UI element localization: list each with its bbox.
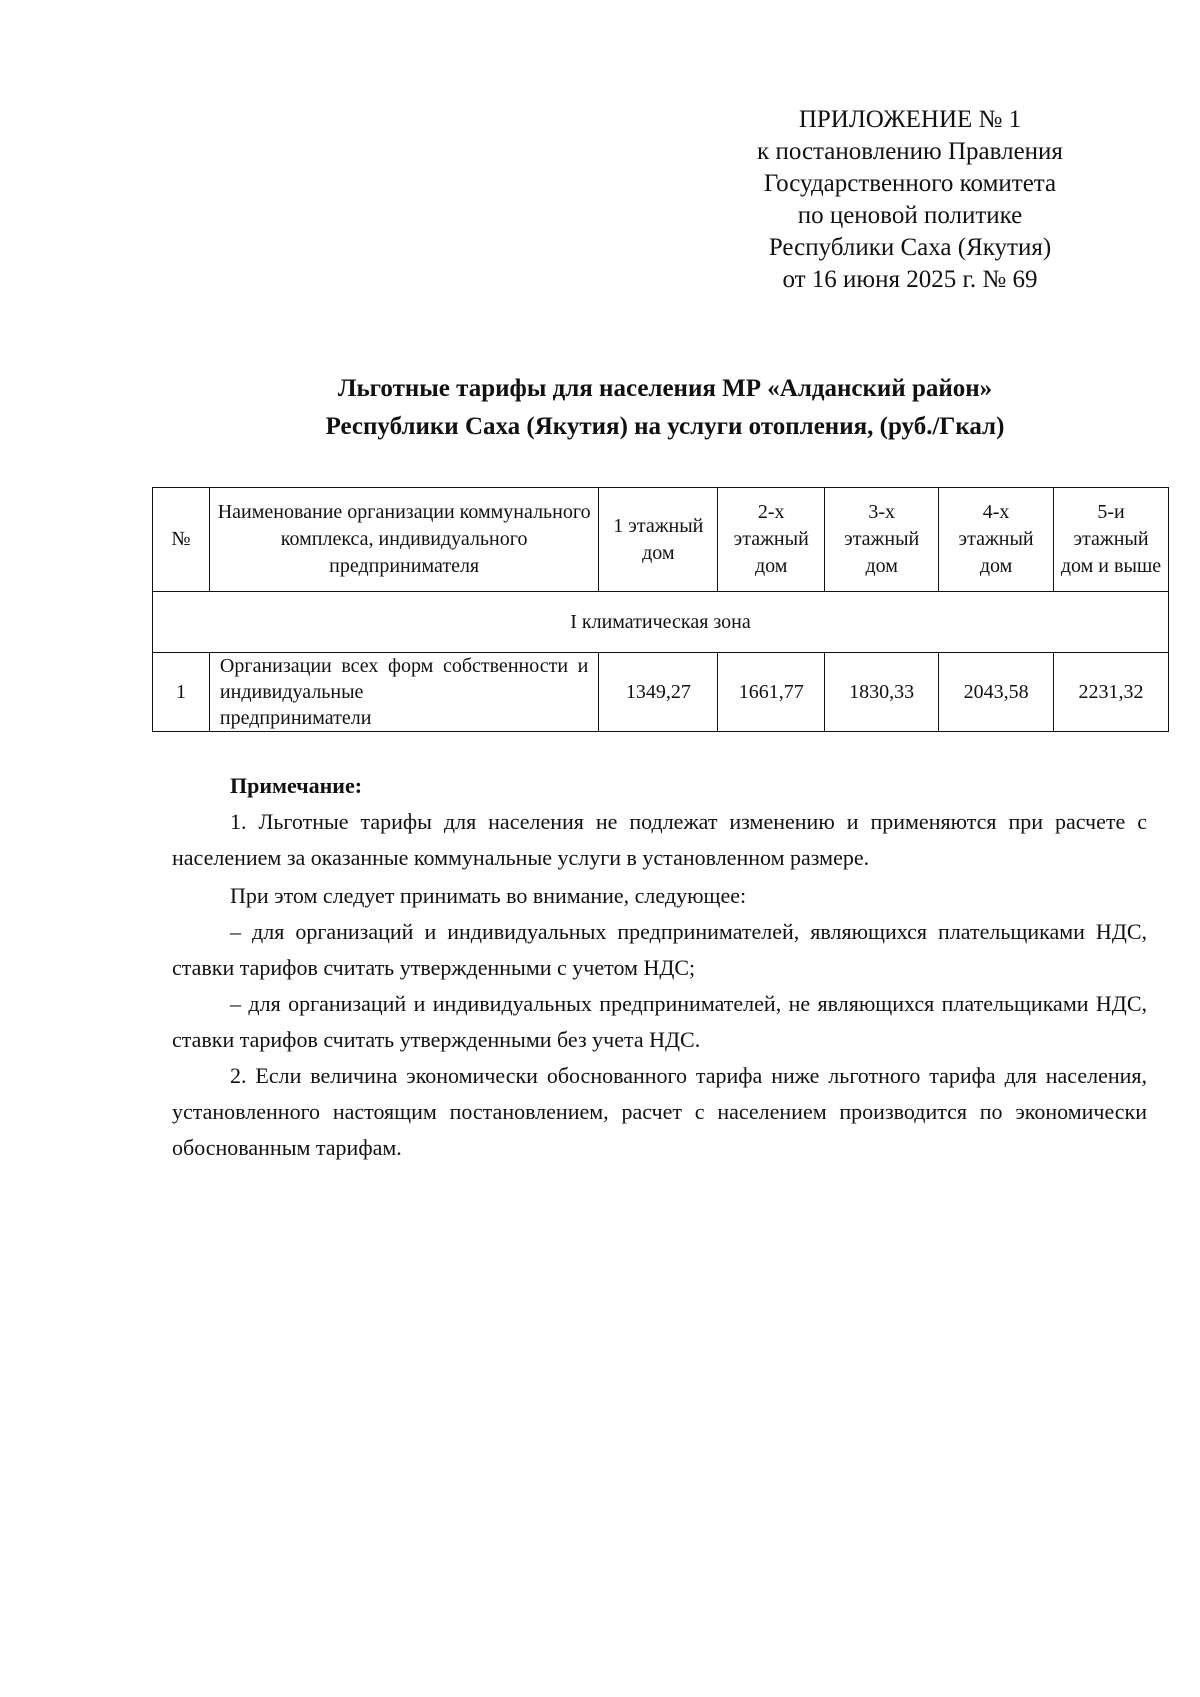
tariff-5-floor: 2231,32 xyxy=(1054,653,1169,732)
org-name-part2: предприниматели xyxy=(219,707,372,729)
climate-zone-label: I климатическая зона xyxy=(153,592,1169,653)
notes-section xyxy=(172,768,1147,1166)
appendix-date: от 16 июня 2025 г. № 69 xyxy=(782,266,1038,293)
row-num: 1 xyxy=(153,653,210,732)
appendix-line: по ценовой политике xyxy=(797,202,1023,229)
row-org-name xyxy=(209,653,598,732)
appendix-line: Государственного комитета xyxy=(763,170,1057,197)
note-paragraph-4: – для организаций и индивидуальных предпринимателей, не являющихся плательщиками НДС, ставки тарифов считать утвержденными без учета НДС. xyxy=(172,991,1147,1052)
tariff-3-floor: 1830,33 xyxy=(825,653,939,732)
appendix-line: к постановлению Правления xyxy=(757,138,1063,165)
tariff-4-floor: 2043,58 xyxy=(939,653,1054,732)
tariff-1-floor: 1349,27 xyxy=(599,653,718,732)
note-paragraph-5: 2. Если величина экономически обоснованного тарифа ниже льготного тарифа для населения, установленного настоящим постановлением, расчет с населением производится по экономически обоснованным тарифам. xyxy=(172,1063,1147,1160)
header-2-floor: 2-х этажный дом xyxy=(718,488,825,592)
note-paragraph-2: При этом следует принимать во внимание, следующее: xyxy=(230,883,747,908)
header-org-name: Наименование организации коммунального комплекса, индивидуального предпринимателя xyxy=(209,488,598,592)
notes-heading: Примечание: xyxy=(230,773,363,798)
appendix-block xyxy=(700,104,1120,296)
appendix-title: ПРИЛОЖЕНИЕ № 1 xyxy=(798,106,1022,133)
zone-row xyxy=(153,592,1169,653)
header-5-floor: 5-и этажный дом и выше xyxy=(1054,488,1169,592)
header-3-floor: 3-х этажный дом xyxy=(825,488,939,592)
tariff-2-floor: 1661,77 xyxy=(718,653,825,732)
document-title xyxy=(150,370,1180,446)
org-name-part1: Организации всех форм собственности и индивидуальные xyxy=(219,655,589,703)
table-header-row xyxy=(153,488,1169,592)
header-4-floor: 4-х этажный дом xyxy=(939,488,1054,592)
note-paragraph-3: – для организаций и индивидуальных предпринимателей, являющихся плательщиками НДС, ставки тарифов считать утвержденными с учетом НДС; xyxy=(172,919,1147,980)
appendix-line: Республики Саха (Якутия) xyxy=(768,234,1052,261)
table-row xyxy=(153,653,1169,732)
title-line-1: Льготные тарифы для населения МР «Алданский район» xyxy=(337,375,993,402)
note-paragraph-1: 1. Льготные тарифы для населения не подлежат изменению и применяются при расчете с населением за оказанные коммунальные услуги в установленном размере. xyxy=(172,809,1147,870)
title-line-2: Республики Саха (Якутия) на услуги отопления, (руб./Гкал) xyxy=(325,413,1005,440)
tariff-table xyxy=(152,487,1169,732)
header-num: № xyxy=(153,488,210,592)
header-1-floor: 1 этажный дом xyxy=(599,488,718,592)
